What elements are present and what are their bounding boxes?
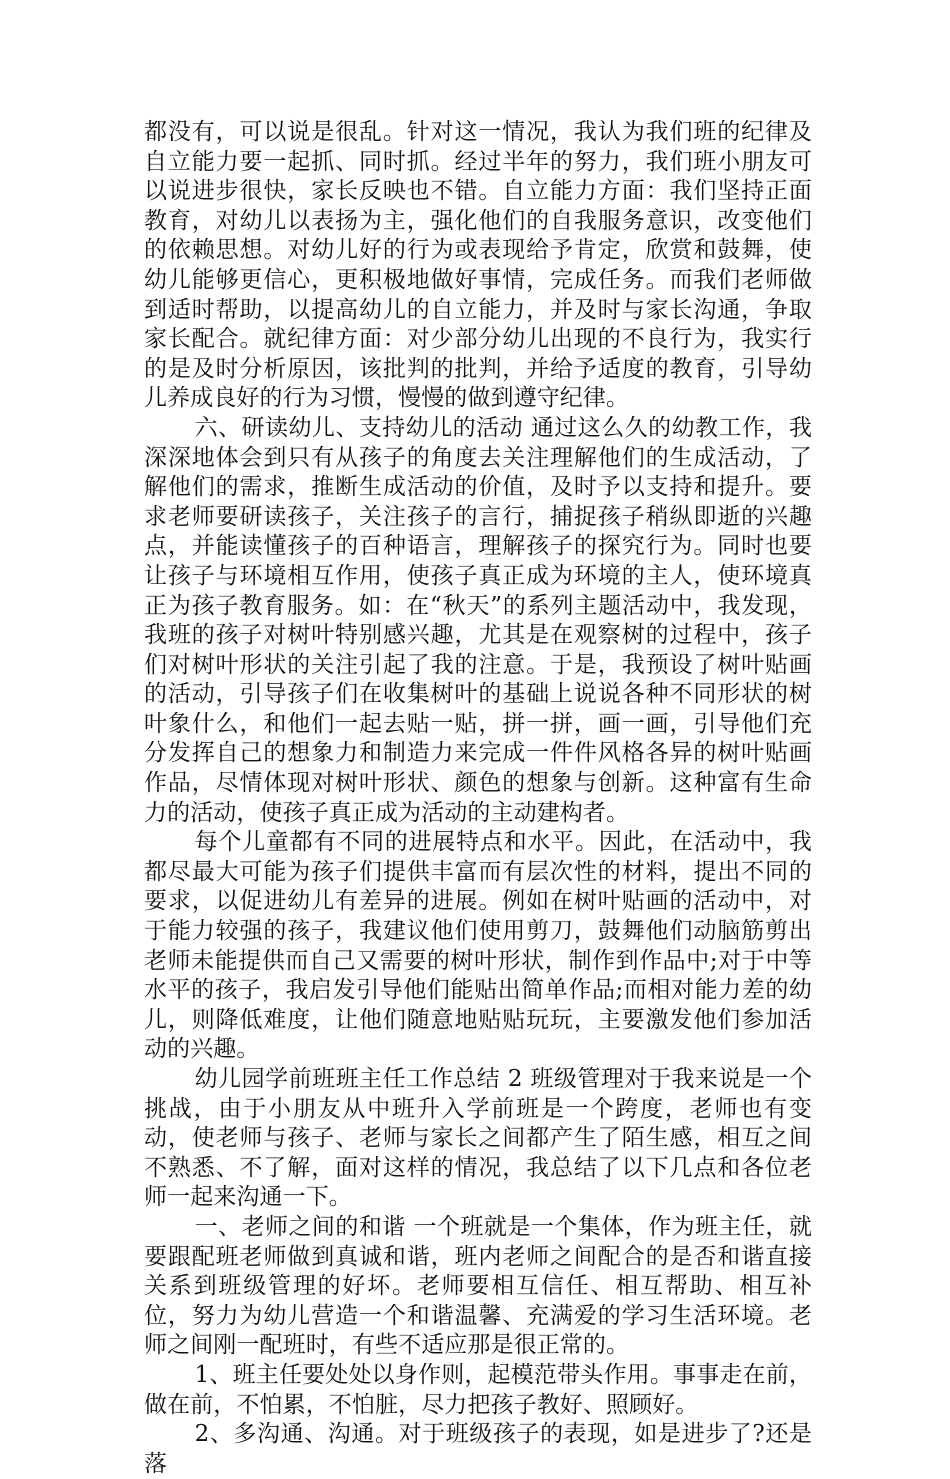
paragraph-2: 六、研读幼儿、支持幼儿的活动 通过这么久的幼教工作，我深深地体会到只有从孩子的角度去关注理解他们的生成活动，了解他们的需求，推断生成活动的价值，及时予以支持和提升。要求老师要研读孩子，关注孩子的言行，捕捉孩子稍纵即逝的兴趣点，并能读懂孩子的百种语言，理解孩子的探究行为。同时也要让孩子与环境相互作用，使孩子真正成为环境的主人，使环境真正为孩子教育服务。如：在“秋天”的系列主题活动中，我发现，我班的孩子对树叶特别感兴趣，尤其是在观察树的过程中，孩子们对树叶形状的关注引起了我的注意。于是，我预设了树叶贴画的活动，引导孩子们在收集树叶的基础上说说各种不同形状的树叶象什么，和他们一起去贴一贴，拼一拼，画一画，引导他们充分发挥自己的想象力和制造力来完成一件件风格各异的树叶贴画作品，尽情体现对树叶形状、颜色的想象与创新。这种富有生命力的活动，使孩子真正成为活动的主动建构者。 — [144, 414, 812, 826]
paragraph-3: 每个儿童都有不同的进展特点和水平。因此，在活动中，我都尽最大可能为孩子们提供丰富而有层次性的材料，提出不同的要求，以促进幼儿有差异的进展。例如在树叶贴画的活动中，对于能力较强的孩子，我建议他们使用剪刀，鼓舞他们动脑筋剪出老师未能提供而自己又需要的树叶形状，制作到作品中;对于中等水平的孩子，我启发引导他们能贴出简单作品;而相对能力差的幼儿，则降低难度，让他们随意地贴贴玩玩，主要激发他们参加活动的兴趣。 — [144, 829, 812, 1063]
document-body — [144, 118, 812, 1479]
paragraph-6: 1、班主任要处处以身作则，起模范带头作用。事事走在前，做在前，不怕累，不怕脏，尽力把孩子教好、照顾好。 — [144, 1361, 812, 1418]
paragraph-5: 一、老师之间的和谐 一个班就是一个集体，作为班主任，就要跟配班老师做到真诚和谐，班内老师之间配合的是否和谐直接关系到班级管理的好坏。老师要相互信任、相互帮助、相互补位，努力为幼儿营造一个和谐温馨、充满爱的学习生活环境。老师之间刚一配班时，有些不适应那是很正常的。 — [144, 1213, 812, 1359]
paragraph-4: 幼儿园学前班班主任工作总结 2 班级管理对于我来说是一个挑战，由于小朋友从中班升入学前班是一个跨度，老师也有变动，使老师与孩子、老师与家长之间都产生了陌生感，相互之间不熟悉、不了解，面对这样的情况，我总结了以下几点和各位老师一起来沟通一下。 — [144, 1066, 812, 1211]
paragraph-7: 2、多沟通、沟通。对于班级孩子的表现，如是进步了?还是落 — [144, 1421, 812, 1477]
paragraph-1: 都没有，可以说是很乱。针对这一情况，我认为我们班的纪律及自立能力要一起抓、同时抓。经过半年的努力，我们班小朋友可以说进步很快，家长反映也不错。自立能力方面：我们坚持正面教育，对幼儿以表扬为主，强化他们的自我服务意识，改变他们的依赖思想。对幼儿好的行为或表现给予肯定，欣赏和鼓舞，使幼儿能够更信心，更积极地做好事情，完成任务。而我们老师做到适时帮助，以提高幼儿的自立能力，并及时与家长沟通，争取家长配合。就纪律方面：对少部分幼儿出现的不良行为，我实行的是及时分析原因，该批判的批判，并给予适度的教育，引导幼儿养成良好的行为习惯，慢慢的做到遵守纪律。 — [144, 119, 812, 412]
